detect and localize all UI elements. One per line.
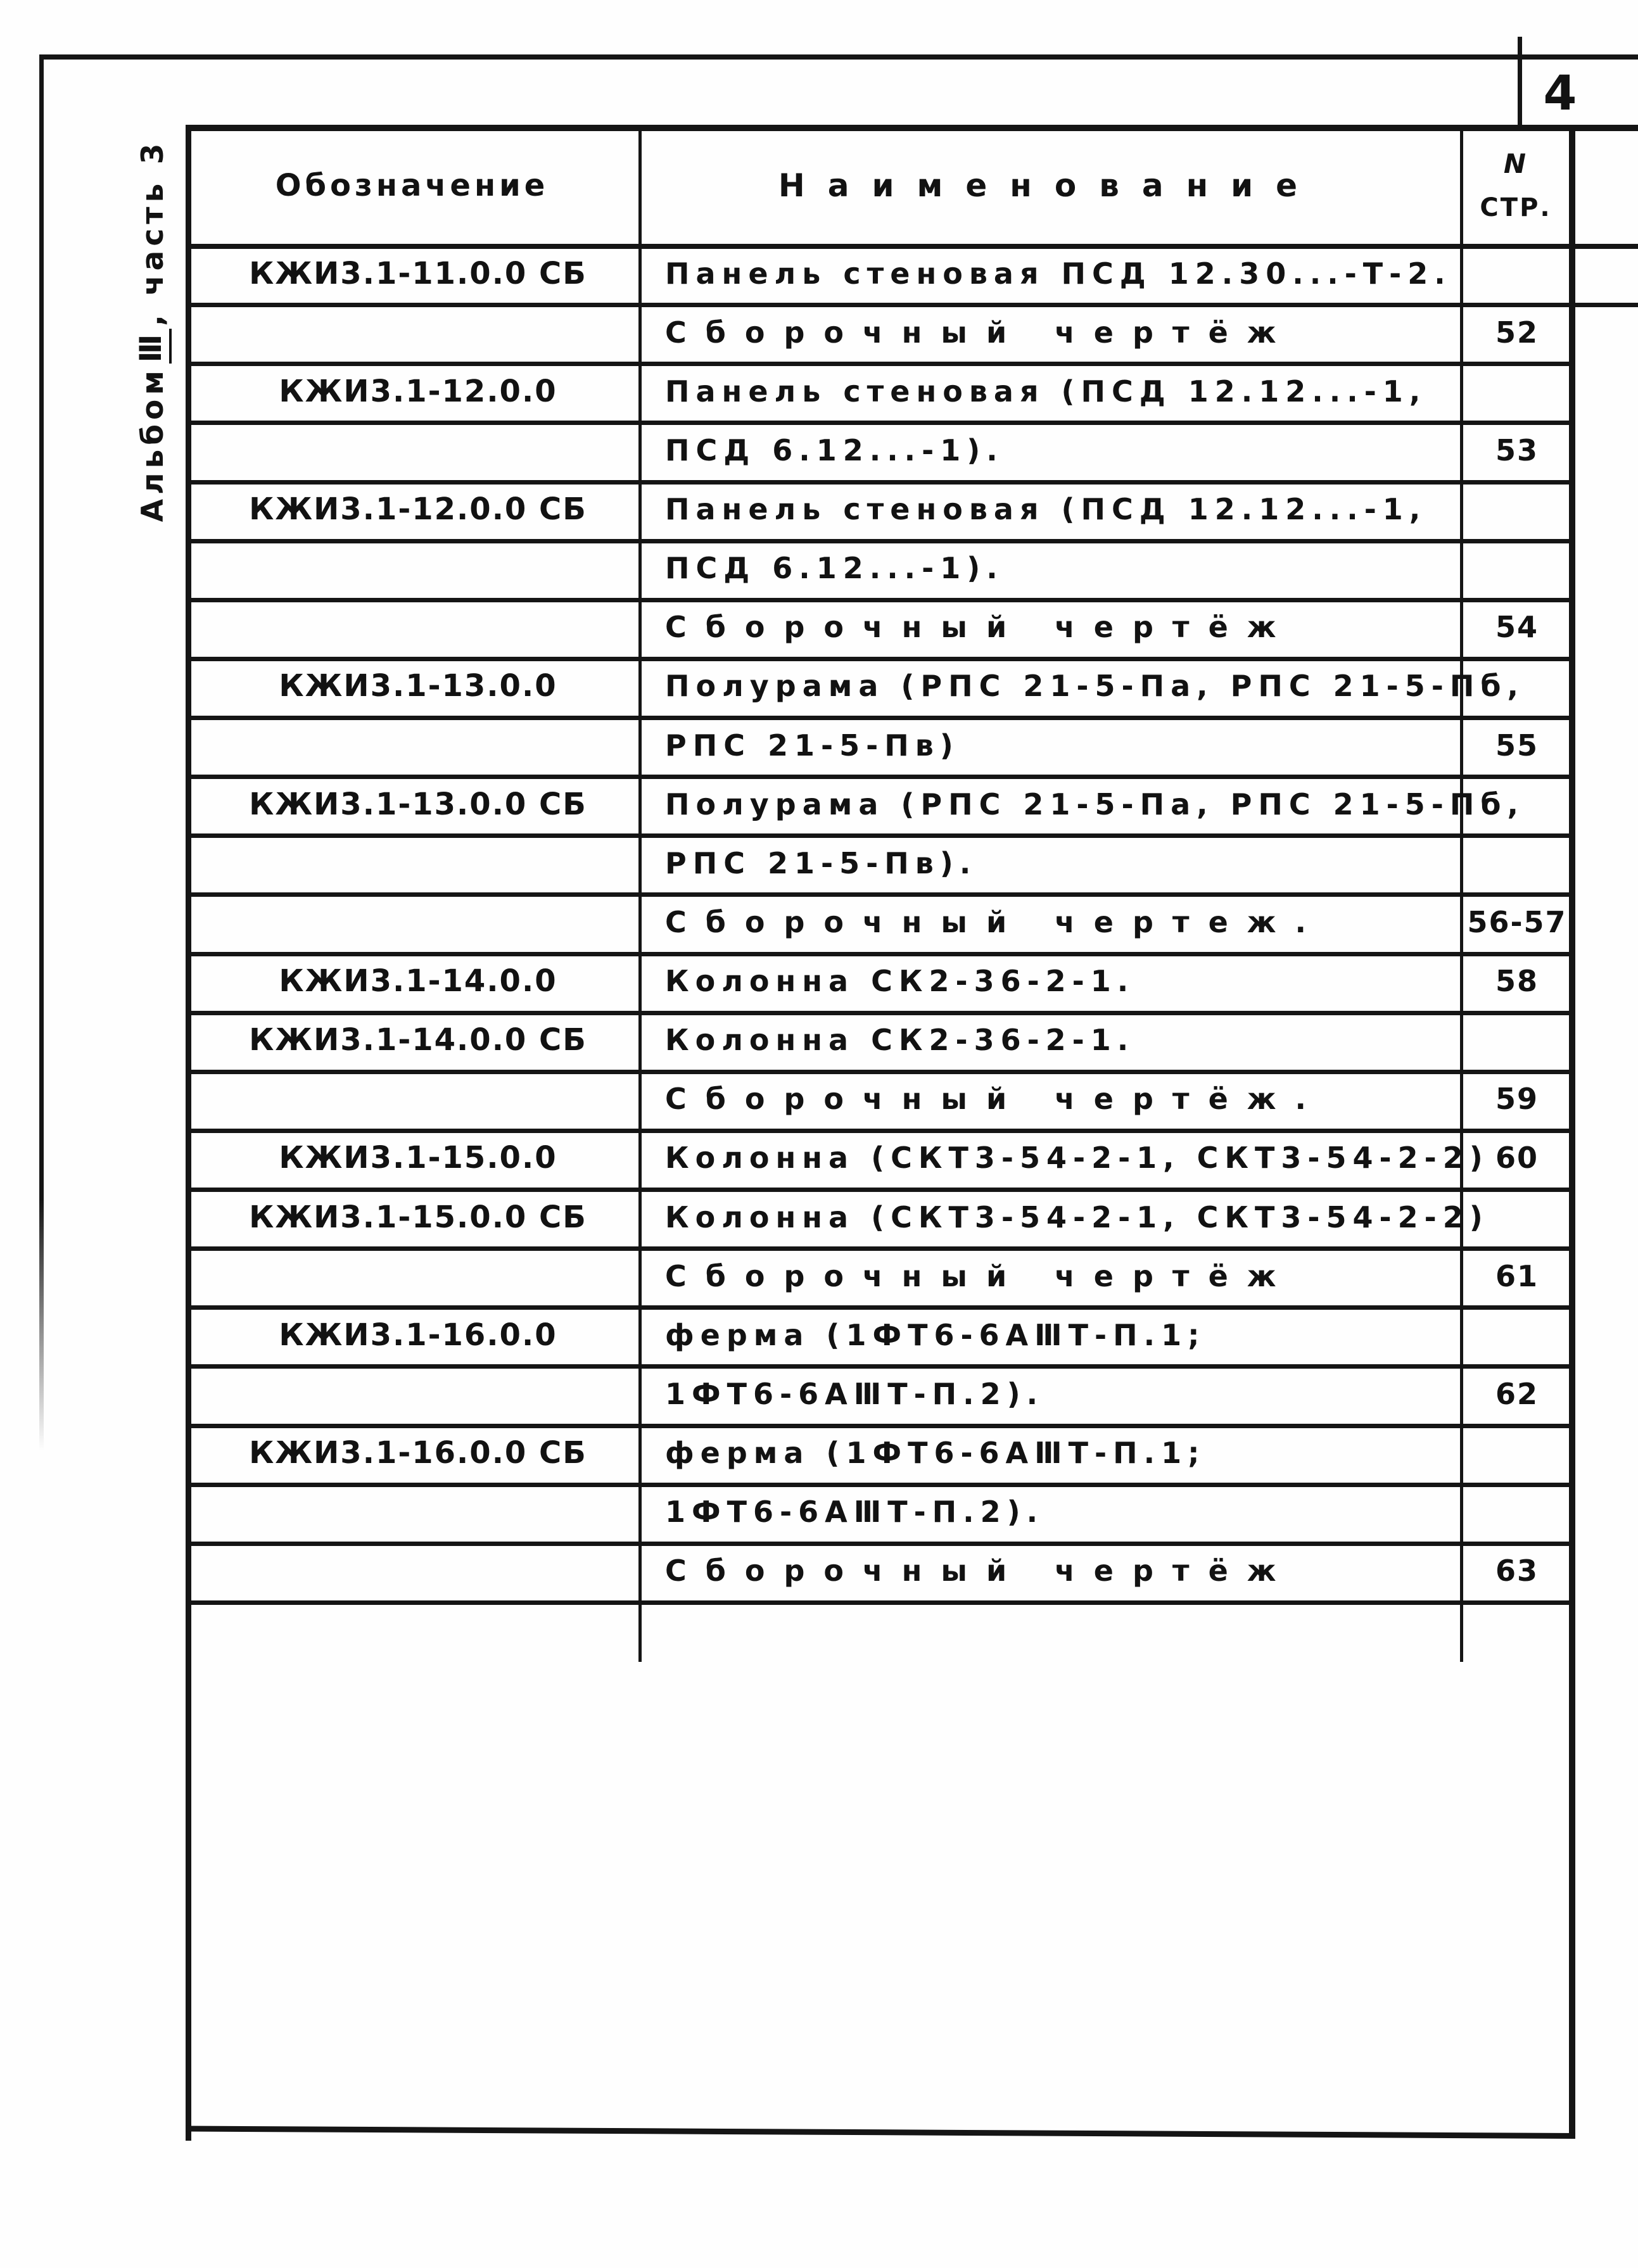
table-row: [0, 1070, 1638, 1129]
table-row: [0, 1542, 1638, 1600]
header-page-str: СТР.: [1480, 193, 1552, 222]
page-cell: 56-57: [1467, 904, 1567, 939]
name-cell: 1ФТ6-6АⅢТ-П.2).: [665, 1376, 1044, 1411]
name-cell: Панель стеновая ПСД 12.30...-Т-2.: [665, 256, 1452, 291]
table-row: [0, 952, 1638, 1011]
name-cell: ПСД 6.12...-1).: [665, 551, 1004, 586]
designation-cell: КЖИ3.1-13.0.0: [279, 668, 557, 704]
page-cell: [1463, 539, 1571, 598]
designation-cell: КЖИ3.1-11.0.0 СБ: [249, 255, 587, 291]
table-row: [0, 657, 1638, 716]
page-cell: 62: [1495, 1376, 1539, 1411]
name-cell: Колонна СК2-36-2-1.: [665, 1023, 1135, 1058]
table-row: [0, 303, 1638, 362]
table-row: [0, 1305, 1638, 1364]
table-row: [0, 421, 1638, 479]
page-cell: [1463, 775, 1571, 833]
name-cell: ферма (1ФТ6-6АⅢТ-П.1;: [665, 1317, 1206, 1352]
designation-cell: [209, 303, 627, 362]
table-row: [0, 1483, 1638, 1542]
name-cell: Панель стеновая (ПСД 12.12...-1,: [665, 492, 1427, 527]
designation-cell: [209, 892, 627, 951]
page-cell: [1463, 833, 1571, 892]
table-row: [0, 598, 1638, 657]
page-cell: [1463, 657, 1571, 716]
page-cell: [1463, 1424, 1571, 1483]
page-cell: 55: [1495, 728, 1539, 763]
name-cell: ПСД 6.12...-1).: [665, 433, 1004, 467]
header-name: Наименование: [778, 167, 1321, 204]
name-cell: Панель стеновая (ПСД 12.12...-1,: [665, 374, 1427, 409]
name-cell: РПС 21-5-Пв): [665, 728, 960, 763]
page-cell: [1463, 1305, 1571, 1364]
table-row: [0, 716, 1638, 775]
album-side-label-prefix: Альбом: [135, 366, 170, 523]
table-row: [0, 1424, 1638, 1483]
page-cell: 61: [1495, 1258, 1539, 1293]
table-row: [0, 244, 1638, 303]
page-cell: 60: [1495, 1141, 1539, 1175]
name-cell: Сборочный чертёж: [665, 315, 1295, 350]
name-cell: Полурама (РПС 21-5-Па, РПС 21-5-Пб,: [665, 787, 1525, 821]
designation-cell: КЖИ3.1-15.0.0: [279, 1140, 557, 1176]
name-cell: Колонна (СКТ3-54-2-1, СКТ3-54-2-2): [665, 1141, 1489, 1175]
table-row: [0, 1600, 1638, 1659]
designation-cell: КЖИ3.1-16.0.0 СБ: [249, 1435, 587, 1471]
table-bottom-border: [186, 2126, 1575, 2139]
page-cell: [1463, 480, 1571, 539]
page-cell: 53: [1495, 433, 1539, 467]
table-row: [0, 480, 1638, 539]
table-row: [0, 539, 1638, 598]
name-cell: РПС 21-5-Пв).: [665, 846, 977, 880]
name-cell: Колонна СК2-36-2-1.: [665, 964, 1135, 999]
name-cell: Сборочный чертёж: [665, 1258, 1295, 1293]
header-page-number: [1460, 127, 1571, 244]
designation-cell: КЖИ3.1-15.0.0 СБ: [249, 1199, 587, 1235]
page-cell: 52: [1495, 315, 1539, 350]
name-cell: 1ФТ6-6АⅢТ-П.2).: [665, 1495, 1044, 1530]
page-cell: [1463, 244, 1571, 303]
page-cell: [1463, 1011, 1571, 1070]
table-row: [0, 833, 1638, 892]
designation-cell: [209, 1542, 627, 1600]
designation-cell: [209, 598, 627, 657]
name-cell: Полурама (РПС 21-5-Па, РПС 21-5-Пб,: [665, 669, 1525, 704]
header-designation: Обозначение: [275, 167, 549, 203]
page-cell: [1463, 362, 1571, 421]
album-roman-numeral: Ⅲ: [134, 329, 172, 364]
table-row: [0, 1364, 1638, 1423]
name-cell: Колонна (СКТ3-54-2-1, СКТ3-54-2-2): [665, 1200, 1489, 1234]
table-row: [0, 1011, 1638, 1070]
page-cell: 63: [1495, 1554, 1539, 1588]
designation-cell: [209, 1600, 627, 1659]
designation-cell: КЖИ3.1-14.0.0 СБ: [249, 1022, 587, 1058]
table-row: [0, 1129, 1638, 1188]
page-cell: 54: [1495, 610, 1539, 645]
table-row: [0, 1246, 1638, 1305]
designation-cell: КЖИ3.1-12.0.0 СБ: [249, 491, 587, 528]
name-cell: Сборочный чертёж: [665, 610, 1295, 645]
page-cell: 58: [1495, 964, 1539, 999]
page-cell: [1463, 1483, 1571, 1542]
page-cell: [1463, 1600, 1571, 1659]
designation-cell: [209, 1483, 627, 1542]
table-row: [0, 362, 1638, 421]
designation-cell: [209, 716, 627, 775]
header-page-n: N: [1503, 148, 1528, 179]
designation-cell: КЖИ3.1-14.0.0: [279, 963, 557, 999]
name-cell: ферма (1ФТ6-6АⅢТ-П.1;: [665, 1436, 1206, 1471]
designation-cell: [209, 1364, 627, 1423]
table-row: [0, 892, 1638, 951]
designation-cell: [209, 1246, 627, 1305]
album-side-label-suffix: , часть 3: [135, 139, 170, 326]
designation-cell: [209, 539, 627, 598]
name-cell: Сборочный чертёж.: [665, 1082, 1326, 1117]
page-frame-top-line: [42, 54, 1638, 60]
table-row: [0, 1188, 1638, 1246]
name-cell: Сборочный чертёж: [665, 1554, 1295, 1588]
designation-cell: КЖИ3.1-13.0.0 СБ: [249, 786, 587, 822]
sheet-number: 4: [1543, 64, 1578, 121]
designation-cell: КЖИ3.1-12.0.0: [279, 373, 557, 409]
designation-cell: [209, 1070, 627, 1129]
page-cell: 59: [1495, 1082, 1539, 1117]
designation-cell: КЖИ3.1-16.0.0: [279, 1317, 557, 1353]
table-row: [0, 775, 1638, 833]
designation-cell: [209, 421, 627, 479]
name-cell: Сборочный чертеж.: [665, 904, 1326, 939]
designation-cell: [209, 833, 627, 892]
page-cell: [1463, 1188, 1571, 1246]
